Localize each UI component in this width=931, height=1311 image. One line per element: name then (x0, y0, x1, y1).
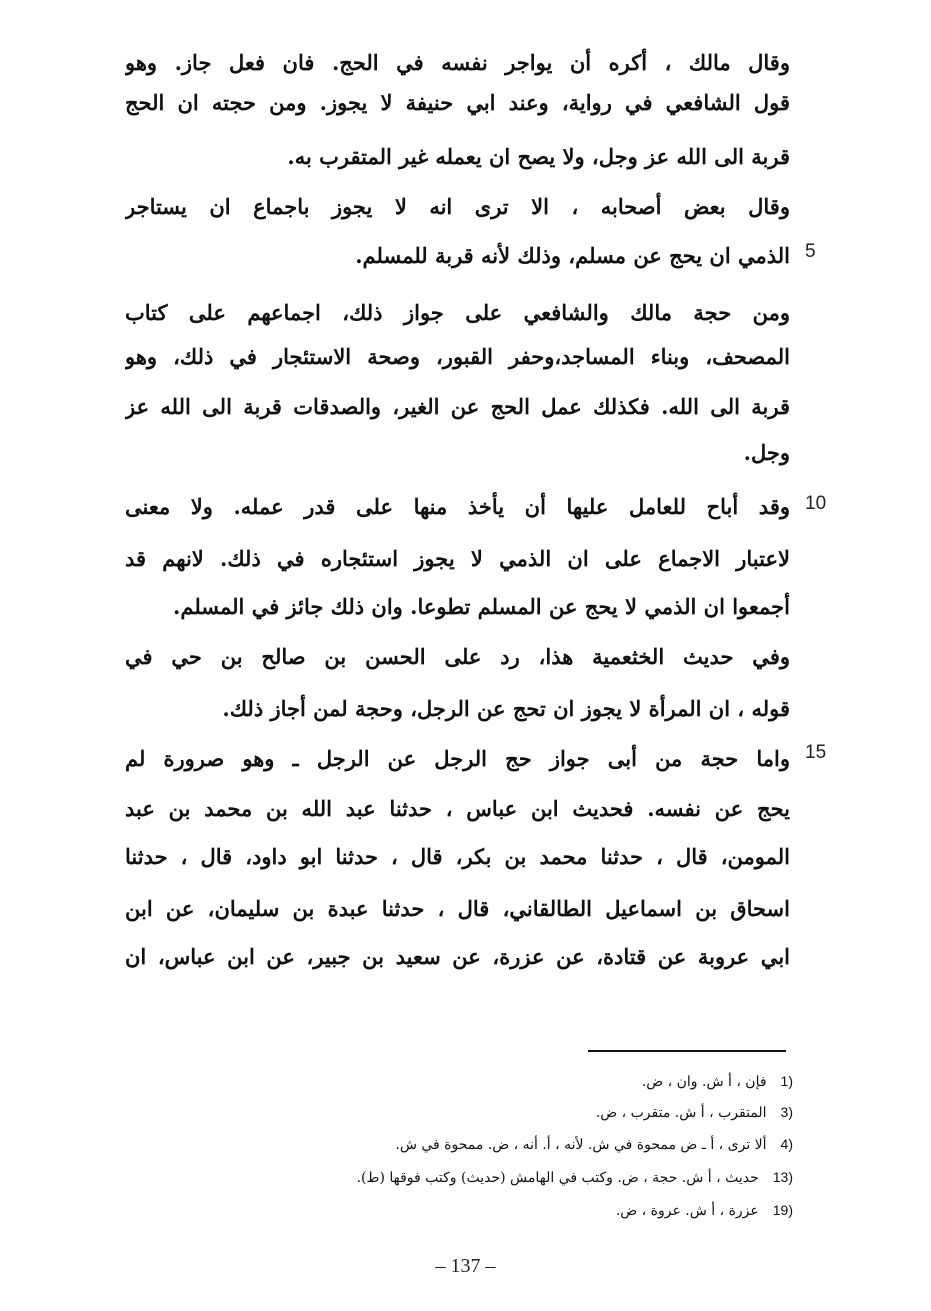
footnote-number: 3) (780, 1104, 793, 1120)
line-number-5: 5 (805, 241, 816, 262)
footnote (233, 1097, 793, 1127)
body-line: قوله ، ان المرأة لا يجوز ان تحج عن الرجل، وحجة لمن أجاز ذلك. (222, 696, 790, 721)
footnote-number: 19) (772, 1202, 793, 1218)
body-line: المومن، قال ، حدثنا محمد بن بكر، قال ، حدثنا ابو داود، قال ، حدثنا (125, 844, 790, 869)
body-line: لاعتبار الاجماع على ان الذمي لا يجوز استئجاره في ذلك. لانهم قد (125, 546, 790, 571)
footnote-number: 4) (780, 1136, 793, 1152)
body-line: واما حجة من أبى جواز حج الرجل عن الرجل ـ وهو صرورة لم (125, 746, 790, 771)
footnote-text: ألا ترى ، أ ـ ض ممحوة في ش. لأنه ، أ. أنه ، ض. ممحوة في ش. (395, 1137, 767, 1153)
body-line: المصحف، وبناء المساجد،وحفر القبور، وصحة الاستئجار في ذلك، وهو (125, 344, 790, 369)
body-line: ومن حجة مالك والشافعي على جواز ذلك، اجماعهم على كتاب (125, 300, 790, 325)
body-line: قربة الى الله عز وجل، ولا يصح ان يعمله غير المتقرب به. (287, 144, 790, 169)
footnote (233, 1129, 793, 1159)
footnote-number: 13) (772, 1169, 793, 1185)
body-line: وقد أباح للعامل عليها أن يأخذ منها على قدر عمله. ولا معنى (125, 494, 790, 519)
footnote (233, 1066, 793, 1096)
footnote-text: عزرة ، أ ش. عروة ، ض. (615, 1203, 759, 1219)
body-line: يحج عن نفسه. فحديث ابن عباس ، حدثنا عبد الله بن محمد بن عبد (125, 796, 790, 821)
line-number-10: 10 (805, 493, 827, 514)
body-line: قربة الى الله. فكذلك عمل الحج عن الغير، والصدقات قربة الى الله عز (125, 394, 790, 419)
body-line: وجل. (743, 440, 790, 465)
body-line: الذمي ان يحج عن مسلم، وذلك لأنه قربة للمسلم. (355, 243, 790, 268)
footnote (233, 1195, 793, 1225)
body-line: ابي عروبة عن قتادة، عن عزرة، عن سعيد بن جبير، عن ابن عباس، ان (125, 944, 790, 969)
page-number: – 137 – (435, 1255, 496, 1277)
body-line: قول الشافعي في رواية، وعند ابي حنيفة لا يجوز. ومن حجته ان الحج (125, 90, 790, 115)
body-line: وفي حديث الخثعمية هذا، رد على الحسن بن صالح بن حي في (125, 644, 790, 669)
line-number-15: 15 (805, 742, 827, 763)
body-line: وقال مالك ، أكره أن يواجر نفسه في الحج. فان فعل جاز. وهو (125, 50, 790, 75)
body-line: اسحاق بن اسماعيل الطالقاني، قال ، حدثنا عبدة بن سليمان، عن ابن (125, 896, 790, 921)
footnote-text: المتقرب ، أ ش. متقرب ، ض. (595, 1105, 767, 1121)
footnote-number: 1) (780, 1073, 793, 1089)
footnote-separator (588, 1050, 786, 1052)
body-line: أجمعوا ان الذمي لا يحج عن المسلم تطوعا. وان ذلك جائز في المسلم. (173, 594, 790, 619)
footnote-text: حديث ، أ ش. حجة ، ض. وكتب في الهامش (حديث) وكتب فوقها (ط). (356, 1170, 759, 1186)
body-line: وقال بعض أصحابه ، الا ترى انه لا يجوز باجماع ان يستاجر (125, 194, 790, 219)
footnote-text: فإن ، أ ش. وان ، ض. (641, 1074, 767, 1090)
footnote (233, 1162, 793, 1192)
